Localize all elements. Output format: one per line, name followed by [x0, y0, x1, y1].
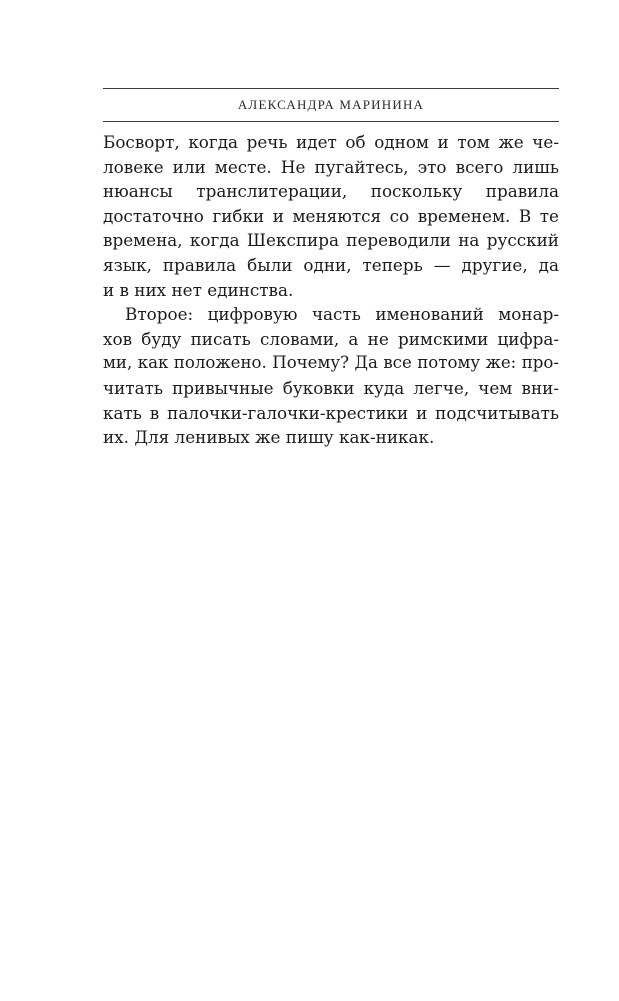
paragraph-1: [103, 130, 559, 302]
text-line: ловеке или месте. Не пугайтесь, это всего лишь: [103, 156, 559, 177]
text-line: и в них нет единства.: [103, 279, 294, 300]
text-line: читать привычные буковки куда легче, чем вни-: [103, 377, 559, 398]
header-top-rule: [103, 88, 559, 89]
header-bottom-rule: [103, 121, 559, 122]
text-line: кать в палочки-галочки-крестики и подсчитывать: [103, 402, 559, 423]
running-header: [103, 88, 559, 122]
text-line: нюансы транслитерации, поскольку правила: [103, 181, 559, 202]
paragraph-2: [103, 302, 559, 450]
text-line: язык, правила были одни, теперь — другие, да: [103, 254, 559, 275]
text-line: Второе: цифровую часть именований монар-: [125, 304, 559, 325]
book-page: [103, 0, 559, 1001]
text-line: их. Для ленивых же пишу как-никак.: [103, 427, 435, 448]
body-text: [103, 130, 559, 450]
text-line: хов буду писать словами, а не римскими цифра-: [103, 328, 559, 349]
text-line: времена, когда Шекспира переводили на русский: [103, 230, 559, 251]
running-title: АЛЕКСАНДРА МАРИНИНА: [237, 97, 425, 112]
text-line: ми, как положено. Почему? Да все потому же: про-: [103, 353, 559, 373]
text-line: достаточно гибки и меняются со временем. В те: [103, 205, 559, 226]
text-line: Босворт, когда речь идет об одном и том же че-: [103, 132, 559, 152]
